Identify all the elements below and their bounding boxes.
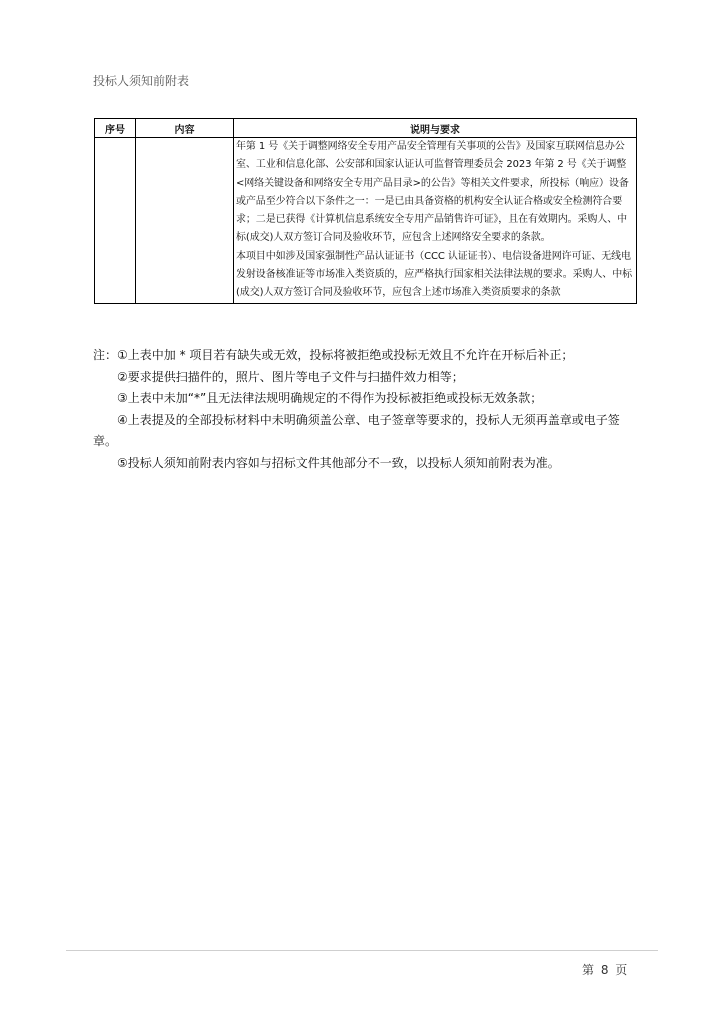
note-2: ②要求提供扫描件的，照片、图片等电子文件与扫描件效力相等； bbox=[117, 369, 464, 384]
footer-divider bbox=[66, 950, 658, 951]
table-header-row bbox=[95, 119, 637, 138]
cell-requirements bbox=[234, 138, 637, 304]
note-3: ③上表中未加“*”且无法律法规明确规定的不得作为投标被拒绝或投标无效条款； bbox=[117, 391, 543, 405]
column-header-requirements: 说明与要求 bbox=[234, 119, 637, 138]
page-number: 第 8 页 bbox=[582, 963, 628, 977]
note-1: 注：①上表中加 * 项目若有缺失或无效，投标将被拒绝或投标无效且不允许在开标后补正； bbox=[93, 348, 574, 362]
column-header-seq: 序号 bbox=[95, 119, 136, 138]
cell-content bbox=[136, 138, 234, 304]
column-header-content: 内容 bbox=[136, 119, 234, 138]
note-4: ④上表提及的全部投标材料中未明确须盖公章、电子签章等要求的，投标人无须再盖章或电子签章。 bbox=[93, 412, 620, 448]
page-header-title: 投标人须知前附表 bbox=[93, 74, 190, 88]
note-5: ⑤投标人须知前附表内容如与招标文件其他部分不一致，以投标人须知前附表为准。 bbox=[117, 455, 560, 470]
requirement-market-access: 本项目中如涉及国家强制性产品认证证书（CCC 认证证书）、电信设备进网许可证、无线电发射设备核准证等市场准入类资质的，应严格执行国家相关法律法规的要求。采购人、中标(成交)人双方签订合同及验收环节，应包含上述市场准入类资质要求的条款 bbox=[236, 250, 632, 299]
table-row bbox=[95, 138, 637, 304]
requirements-table bbox=[94, 118, 637, 304]
requirement-network-security: 年第 1 号《关于调整网络安全专用产品安全管理有关事项的公告》及国家互联网信息办公室、工业和信息化部、公安部和国家认证认可监督管理委员会 2023 年第 2 号《关于调整<网络关键设备和网络安全专用产品目录>的公告》等相关文件要求，所投标（响应）设备或产品至少符合以下条件之一：一是已由具备资格的机构安全认证合格或安全检测符合要求；二是已获得《计算机信息系统安全专用产品销售许可证》，且在有效期内。采购人、中标(成交)人双方签订合同及验收环节，应包含上述网络安全要求的条款。 bbox=[236, 141, 629, 244]
notes-section bbox=[93, 345, 638, 474]
cell-seq bbox=[95, 138, 136, 304]
